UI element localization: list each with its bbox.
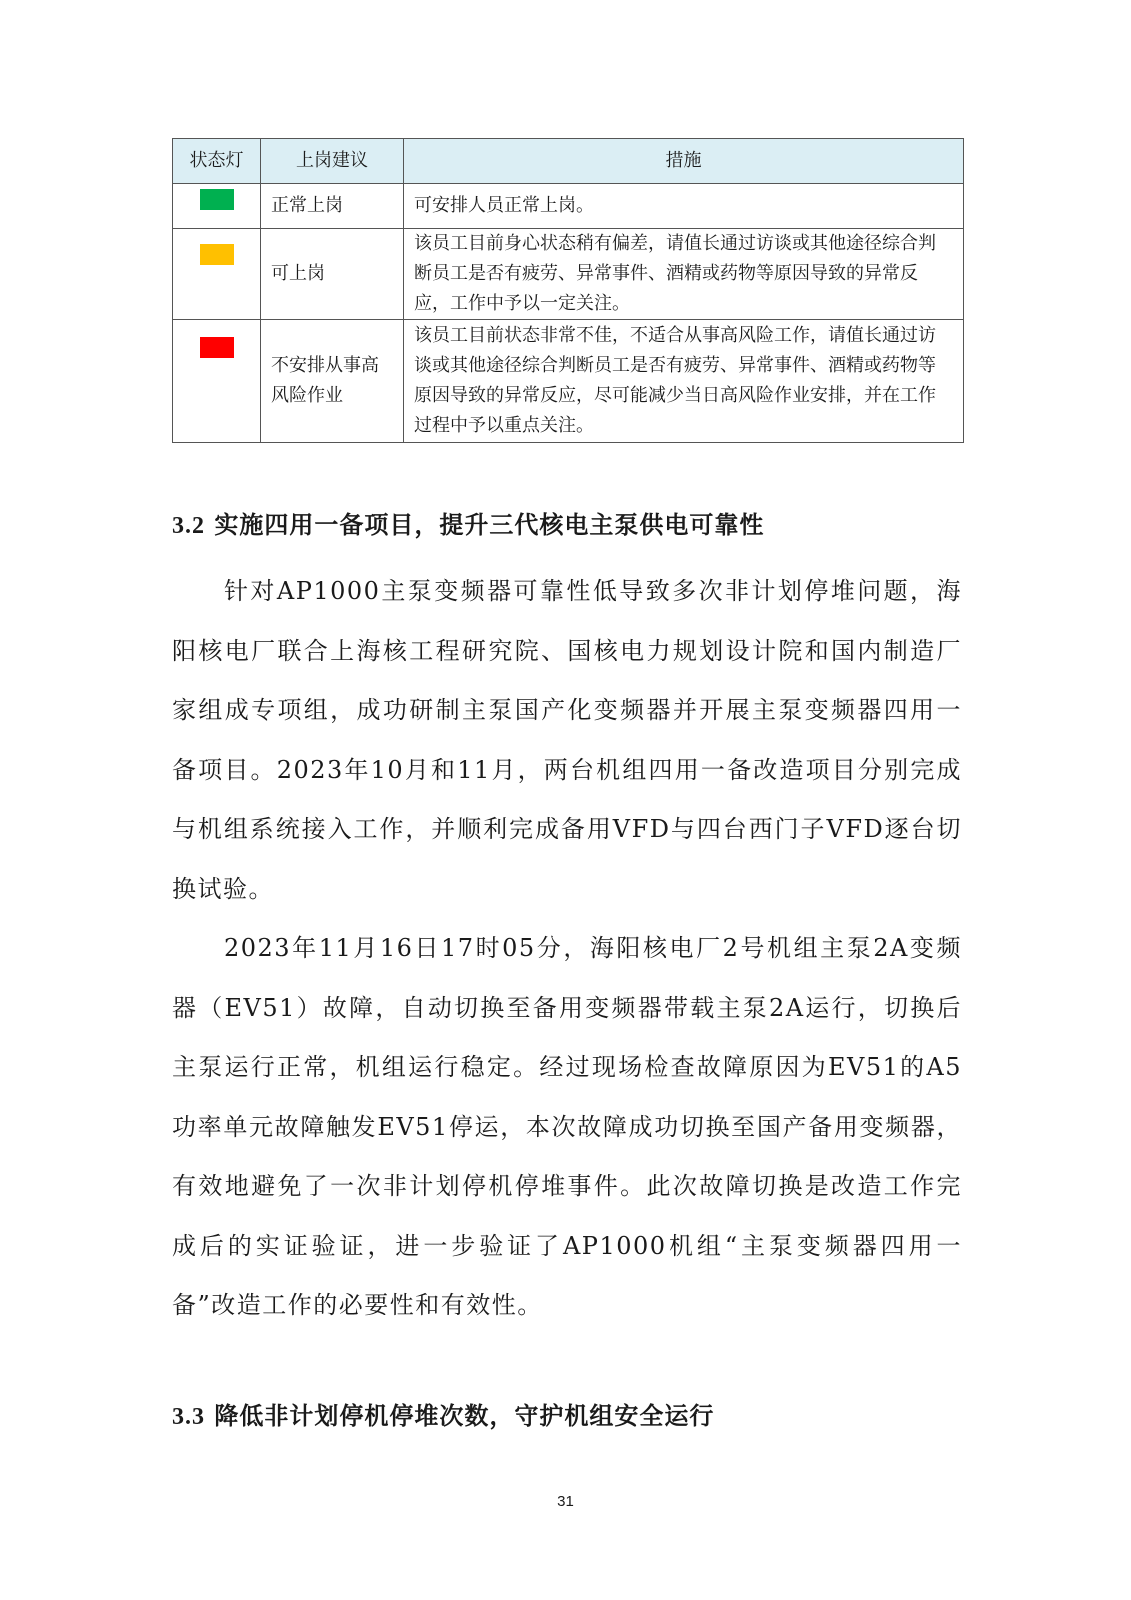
section-3-2-heading <box>172 505 764 540</box>
measure-cell: 该员工目前状态非常不佳，不适合从事高风险工作，请值长通过访谈或其他途径综合判断员工是否有疲劳、异常事件、酒精或药物等原因导致的异常反应，尽可能减少当日高风险作业安排，并在工作过程中予以重点关注。 <box>404 320 964 443</box>
advice-cell: 正常上岗 <box>261 184 404 229</box>
table-row <box>173 184 964 229</box>
red-light-icon <box>200 337 234 358</box>
section-3-3-heading <box>172 1396 714 1431</box>
advice-cell: 可上岗 <box>261 229 404 320</box>
green-light-icon <box>200 189 234 210</box>
section-title: 实施四用一备项目，提升三代核电主泵供电可靠性 <box>214 510 765 539</box>
advice-cell: 不安排从事高风险作业 <box>261 320 404 443</box>
section-3-2-paragraph-2: 2023年11月16日17时05分，海阳核电厂2号机组主泵2A变频器（EV51）故障，自动切换至备用变频器带载主泵2A运行，切换后主泵运行正常，机组运行稳定。经过现场检查故障原因为EV51的A5功率单元故障触发EV51停运，本次故障成功切换至国产备用变频器，有效地避免了一次非计划停机停堆事件。此次故障切换是改造工作完成后的实证验证，进一步验证了AP1000机组“主泵变频器四用一备”改造工作的必要性和有效性。 <box>172 934 962 1319</box>
header-advice: 上岗建议 <box>261 139 404 184</box>
header-measure: 措施 <box>404 139 964 184</box>
yellow-light-icon <box>200 244 234 265</box>
table-header-row <box>173 139 964 184</box>
status-light-cell <box>173 184 261 229</box>
section-title: 降低非计划停机停堆次数，守护机组安全运行 <box>214 1401 715 1430</box>
status-light-cell <box>173 229 261 320</box>
section-3-2-paragraph-1: 针对AP1000主泵变频器可靠性低导致多次非计划停堆问题，海阳核电厂联合上海核工程研究院、国核电力规划设计院和国内制造厂家组成专项组，成功研制主泵国产化变频器并开展主泵变频器四用一备项目。2023年10月和11月，两台机组四用一备改造项目分别完成与机组系统接入工作，并顺利完成备用VFD与四台西门子VFD逐台切换试验。 <box>172 577 962 903</box>
status-light-cell <box>173 320 261 443</box>
measure-cell: 该员工目前身心状态稍有偏差，请值长通过访谈或其他途径综合判断员工是否有疲劳、异常事件、酒精或药物等原因导致的异常反应，工作中予以一定关注。 <box>404 229 964 320</box>
section-number: 3.3 <box>172 1404 205 1430</box>
header-status-light: 状态灯 <box>173 139 261 184</box>
table-row <box>173 229 964 320</box>
table-row <box>173 320 964 443</box>
section-number: 3.2 <box>172 513 205 539</box>
measure-cell: 可安排人员正常上岗。 <box>404 184 964 229</box>
page-number: 31 <box>557 1493 574 1510</box>
status-light-table <box>172 138 964 443</box>
